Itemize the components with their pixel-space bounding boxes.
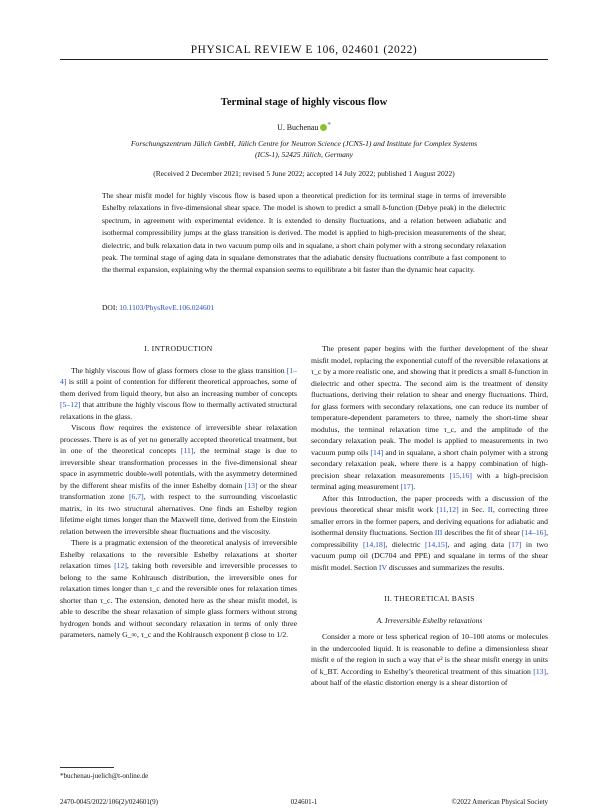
text-run: , and aging data xyxy=(447,539,509,549)
text-run: , compressibility xyxy=(311,528,548,549)
left-column xyxy=(60,343,297,641)
text-run: discusses and summarizes the results. xyxy=(386,562,505,572)
received-dates: (Received 2 December 2021; revised 5 June 2022; accepted 14 July 2022; published 1 August 2022) xyxy=(153,169,455,178)
affiliation xyxy=(90,138,518,160)
citation-link[interactable]: [11,12] xyxy=(436,505,459,514)
text-run: The highly viscous flow of glass formers close to the glass transition xyxy=(71,365,287,375)
text-run: is still a point of contention for different theoretical approaches, some of them derived from liquid theory, but also an increasing number of concepts xyxy=(60,377,297,398)
page-number: 024601-1 xyxy=(290,798,318,806)
text-run: Consider a more or less spherical region of 10–100 atoms or molecules in the undercooled liquid. It is reasonable to define a dimensionless shear misfit e of the region in such a way that e² is the shear misfit energy in units of k_BT. According to Eshelby’s theoretical treatment of this situation xyxy=(311,632,548,676)
text-run: , dielectric xyxy=(385,539,426,549)
right-column xyxy=(311,343,548,689)
citation-link[interactable]: [15,16] xyxy=(449,470,472,480)
citation-link[interactable]: [1–4] xyxy=(60,365,297,386)
section-heading-theoretical-basis: II. THEORETICAL BASIS xyxy=(384,594,475,603)
text-run: The present paper begins with the further development of the shear misfit model, replacing the exponential cutoff of the reversible relaxations at τ_c by a more realistic one, and showing that it predicts a small δ-function in dielectric and other spectra. The second aim is the treatment of density fluctuations, deriving their relation to shear and energy fluctuations. Third, for glass formers with secondary relaxations, one can reduce its number of temperature-dependent parameters to three, namely the short-time shear modulus, the terminal relaxation time τ_c, and the amplitude of the secondary relaxation peak. The model is applied to measurements in two vacuum pump oils xyxy=(311,344,548,457)
citation-link[interactable]: [14] xyxy=(370,447,384,457)
text-run: , taking both reversible and irreversible processes to belong to the same Kohlrausch distribution, the irreversible ones for relaxation times longer than τ_c and the reversible ones for relaxation times shorter than τ_c. The extension, denoted here as the shear misfit model, is able to describe the shear relaxation of simple glass formers without strong hydrogen bonds and without secondary relaxation in terms of only three parameters, namely G_∞, τ_c and the Kohlrausch exponent β close to 1/2. xyxy=(60,561,298,639)
text-run: After this Introduction, the paper proceeds with a discussion of the previous theoretical shear misfit work xyxy=(311,493,548,514)
section-heading-introduction: I. INTRODUCTION xyxy=(144,344,213,353)
paragraph xyxy=(60,537,297,641)
citation-link[interactable]: [5–12] xyxy=(60,400,81,409)
text-run: describes the fit of shear xyxy=(442,528,522,537)
citation-link[interactable]: [14,18] xyxy=(362,539,386,549)
text-run: , the terminal stage is due to irreversible shear transformation processes in the five-dimensional shear space in asymmetric double-well potentials, with the asymmetry determined by the different shear misfits of the inner Eshelby domain xyxy=(60,446,297,490)
citation-link[interactable]: [17] xyxy=(508,539,522,549)
text-run: and in squalane, a short chain polymer with a strong secondary relaxation peak, where there is a happy combination of high-precision shear relaxation measurements xyxy=(311,447,549,480)
doi-label: DOI: xyxy=(102,303,118,312)
paragraph xyxy=(311,493,548,574)
citation-link[interactable]: IV xyxy=(378,562,387,572)
text-run: , about half of the elastic distortion energy is a shear distortion of xyxy=(311,666,548,687)
text-run: Viscous flow requires the existence of irreversible shear relaxation processes. There is as of yet no generally accepted theoretical treatment, but in one of the theoretical concepts xyxy=(60,423,297,455)
affiliation-line-2: (ICS-1), 52425 Jülich, Germany xyxy=(254,150,354,159)
paragraph xyxy=(60,422,297,537)
text-run: There is a pragmatic extension of the theoretical analysis of irreversible Eshelby relaxations to the reversible Eshelby relaxations at shorter relaxation times xyxy=(60,538,297,570)
copyright: ©2022 American Physical Society xyxy=(451,798,548,806)
subsection-heading: A. Irreversible Eshelby relaxations xyxy=(376,615,483,625)
footnote-rule xyxy=(60,767,114,768)
abstract: The shear misfit model for highly viscous flow is based upon a theoretical prediction for its terminal stage in terms of irreversible Eshelby relaxations in five-dimensional shear space. The model is shown to predict a small δ-function (Debye peak) in the dielectric spectrum, in agreement with experimental evidence. It is extended to density fluctuations, and a relation between adiabatic and isothermal compressibility jumps at the glass transition is derived. The model is applied to high-precision measurements of the shear, dielectric, and bulk relaxation data in two vacuum pump oils and in squalane, a short chain polymer with a strong secondary relaxation peak. The terminal stage of aging data in squalane demonstrates that the adiabatic density fluctuations contribute a fast component to the thermal expansion, explaining why the thermal expansion seems to equilibrate a bit faster than the dynamic heat capacity. xyxy=(102,191,506,275)
text-run: that attribute the highly viscous flow to thermally activated structural relaxations in the glass. xyxy=(60,400,297,421)
text-run: , with respect to the surrounding viscoelastic matrix, in its two structural alternatives. One finds an Eshelby region lifetime eight times longer than the Maxwell time, derived from the Einstein relation between the irreversible shear fluctuations and the viscosity. xyxy=(60,492,297,536)
citation-link[interactable]: [17] xyxy=(400,482,414,491)
paper-title: Terminal stage of highly viscous flow xyxy=(220,97,388,108)
text-run: in two vacuum pump oil (DC704 and PPE) and squalane in terms of the shear misfit model. Section xyxy=(311,539,548,572)
author-footnote-mark[interactable]: * xyxy=(327,121,331,129)
text-run: in Sec. xyxy=(458,505,488,514)
text-run: or the shear transformation zone xyxy=(60,480,297,501)
author-line xyxy=(0,121,608,132)
spacer xyxy=(311,573,548,593)
citation-link[interactable]: II xyxy=(487,505,493,514)
author-name[interactable]: U. Buchenau xyxy=(277,123,319,132)
citation-link[interactable]: [13] xyxy=(244,480,258,490)
paragraph xyxy=(60,365,297,423)
citation-link[interactable]: [14,15] xyxy=(425,539,448,549)
text-run: , correcting three smaller errors in the former papers, and deriving equations for adiabatic and isothermal density fluctuations. Section xyxy=(311,505,548,537)
text-run: . xyxy=(413,482,416,491)
citation-link[interactable]: [11] xyxy=(180,446,194,455)
citation-link[interactable]: [13] xyxy=(533,666,547,676)
affiliation-line-1: Forschungszentrum Jülich GmbH, Jülich Centre for Neutron Science (JCNS-1) and Institute for Complex Systems xyxy=(130,139,478,148)
citation-link[interactable]: [6,7] xyxy=(128,492,144,501)
header-rule xyxy=(60,59,548,60)
running-header: PHYSICAL REVIEW E 106, 024601 (2022) xyxy=(190,44,418,56)
doi-link[interactable]: 10.1103/PhysRevE.106.024601 xyxy=(119,303,215,312)
citation-link[interactable]: [12] xyxy=(114,561,127,570)
text-run: with a high-precision terminal aging measurement xyxy=(311,470,548,491)
paragraph xyxy=(311,343,548,493)
doi-line xyxy=(102,303,214,312)
issn-line: 2470-0045/2022/106(2)/024601(9) xyxy=(60,798,158,806)
citation-link[interactable]: [14–16] xyxy=(521,528,547,537)
footnote-email[interactable]: *buchenau-juelich@t-online.de xyxy=(60,772,149,780)
paragraph xyxy=(311,631,548,689)
citation-link[interactable]: III xyxy=(434,528,443,537)
